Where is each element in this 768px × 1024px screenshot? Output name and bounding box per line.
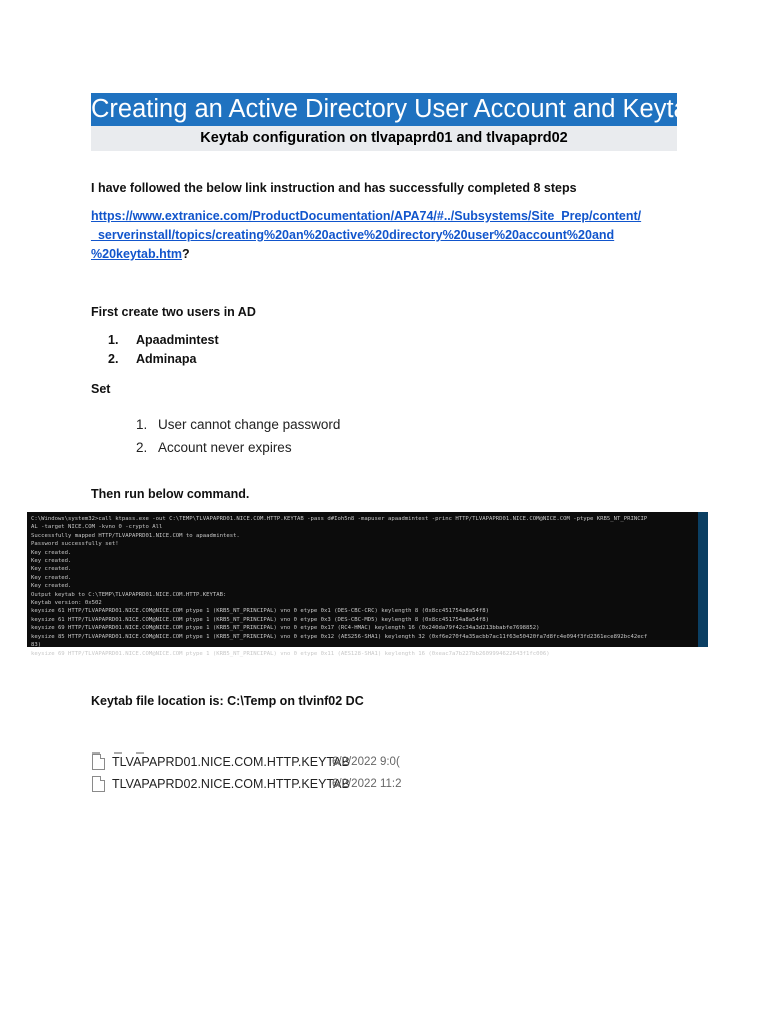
terminal-line: Key created. [31, 549, 72, 556]
terminal-line: Successfully mapped HTTP/TLVAPAPRD01.NICE.COM to apaadmintest. [31, 532, 240, 539]
terminal-line: Key created. [31, 574, 72, 581]
file-icon [92, 776, 105, 792]
options-list [136, 413, 340, 459]
list-item [136, 436, 340, 459]
file-row[interactable] [92, 773, 402, 793]
documentation-link-line-2[interactable]: _serverinstall/topics/creating%20an%20active%20directory%20user%20account%20and [91, 228, 615, 242]
terminal-line: Password successfully set! [31, 541, 119, 548]
file-name: TLVAPAPRD02.NICE.COM.HTTP.KEYTAB [112, 776, 350, 791]
set-heading: Set [91, 382, 111, 396]
file-name: TLVAPAPRD01.NICE.COM.HTTP.KEYTAB [112, 754, 350, 769]
terminal-line: Key created. [31, 566, 72, 573]
file-row[interactable] [92, 751, 400, 771]
command-heading: Then run below command. [91, 487, 250, 501]
terminal-line: keysize 61 HTTP/TLVAPAPRD01.NICE.COM@NICE.COM ptype 1 (KRB5_NT_PRINCIPAL) vno 0 etype 0x3 (DES-CBC-MD5) keylength 8 (0x8cc451754a8a54f8) [31, 616, 490, 623]
terminal-line: keysize 85 HTTP/TLVAPAPRD01.NICE.COM@NICE.COM ptype 1 (KRB5_NT_PRINCIPAL) vno 0 etype 0x12 (AES256-SHA1) keylength 32 (0xf6e270f4a35acbb7ac11f63e50420fa7d8fc4e094f3fd2361ece892bc42ecf [31, 633, 648, 640]
documentation-link-block [91, 207, 661, 264]
documentation-link-line-1[interactable]: https://www.extranice.com/ProductDocumentation/APA74/#../Subsystems/Site_Prep/content/ [91, 209, 642, 223]
list-number: 2. [136, 440, 148, 455]
page-title: Creating an Active Directory User Account and Keytab [91, 93, 677, 126]
users-list [108, 331, 219, 369]
terminal-line: Key created. [31, 558, 72, 565]
file-date: 6/2/2022 11:2 [332, 777, 402, 790]
terminal-line: Key created. [31, 583, 72, 590]
list-item [136, 413, 340, 436]
terminal-line: keysize 61 HTTP/TLVAPAPRD01.NICE.COM@NICE.COM ptype 1 (KRB5_NT_PRINCIPAL) vno 0 etype 0x1 (DES-CBC-CRC) keylength 8 (0x8cc451754a8a54f8) [31, 608, 490, 615]
user-name: Apaadmintest [136, 333, 219, 347]
terminal-line: keysize 69 HTTP/TLVAPAPRD01.NICE.COM@NICE.COM ptype 1 (KRB5_NT_PRINCIPAL) vno 0 etype 0x11 (AES128-SHA1) keylength 16 (0xeac7a7b227bb2609994622643f1fc006) [31, 650, 550, 657]
list-number: 1. [108, 333, 119, 347]
command-output-terminal [27, 512, 698, 657]
users-heading: First create two users in AD [91, 305, 256, 319]
cutoff-header-row [92, 743, 182, 749]
page-subtitle: Keytab configuration on tlvapaprd01 and tlvapaprd02 [91, 126, 677, 151]
file-date: 6/2/2022 9:0( [332, 755, 400, 768]
list-item [108, 331, 219, 350]
list-number: 1. [136, 417, 148, 432]
option-text: User cannot change password [158, 417, 341, 432]
list-number: 2. [108, 352, 119, 366]
user-name: Adminapa [136, 352, 197, 366]
terminal-line: C:\Windows\system32>call ktpass.exe -out C:\TEMP\TLVAPAPRD01.NICE.COM.HTTP.KEYTAB -pass d#Ioh5n8 -mapuser apaadmintest -princ HTTP/TLVAPAPRD01.NICE.COM@NICE.COM -ptype KRB5_NT_PRINCIP [31, 516, 648, 522]
list-item [108, 350, 219, 369]
file-icon [92, 754, 105, 770]
terminal-line: Output keytab to C:\TEMP\TLVAPAPRD01.NICE.COM.HTTP.KEYTAB: [31, 591, 227, 598]
intro-text: I have followed the below link instruction and has successfully completed 8 steps [91, 181, 577, 195]
keytab-location-text: Keytab file location is: C:\Temp on tlvinf02 DC [91, 694, 364, 708]
link-suffix: ? [182, 247, 190, 261]
option-text: Account never expires [158, 440, 292, 455]
terminal-line: AL -target NICE.COM -kvno 0 -crypto All [31, 524, 163, 531]
terminal-line: keysize 69 HTTP/TLVAPAPRD01.NICE.COM@NICE.COM ptype 1 (KRB5_NT_PRINCIPAL) vno 0 etype 0x17 (RC4-HMAC) keylength 16 (0x240da79f42c34a3d213bbabfe7698852) [31, 625, 540, 632]
file-explorer-list [92, 743, 402, 795]
terminal-line: Keytab version: 0x502 [31, 600, 102, 607]
documentation-link-line-3[interactable]: %20keytab.htm [91, 247, 183, 261]
terminal-line: 83) [31, 642, 42, 649]
terminal-window-edge [698, 512, 708, 647]
